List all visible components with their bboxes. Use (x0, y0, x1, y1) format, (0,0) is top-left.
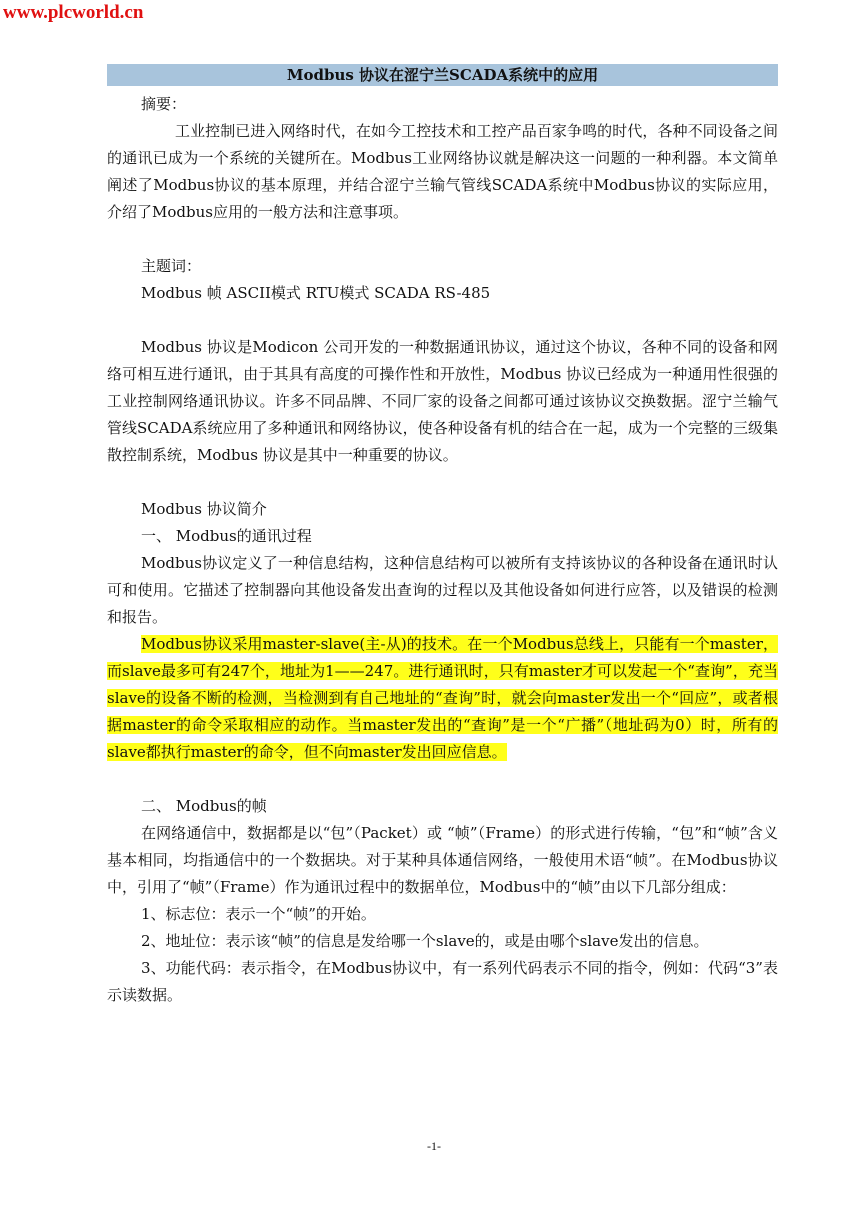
keywords-label: 主题词： (141, 257, 202, 275)
document-body (107, 91, 778, 1009)
intro-paragraph: Modbus 协议是Modicon 公司开发的一种数据通讯协议，通过这个协议，各种不同的设备和网络可相互进行通讯，由于其具有高度的可操作性和开放性，Modbus 协议已经成为一种通用性很强的工业控制网络通讯协议。许多不同品牌、不同厂家的设备之间都可通过该协议交换数据。涩宁兰输气管线SCADA系统应用了多种通讯和网络协议，使各种设备有机的结合在一起，成为一个完整的三级集散控制系统，Modbus 协议是其中一种重要的协议。 (107, 338, 778, 464)
highlighted-paragraph (107, 631, 778, 766)
section2-paragraph: 在网络通信中，数据都是以“包”（Packet）或 “帧”（Frame）的形式进行传输，“包”和“帧”含义基本相同，均指通信中的一个数据块。对于某种具体通信网络，一般使用术语“帧”。在Modbus协议中，引用了“帧”（Frame）作为通讯过程中的数据单位，Modbus中的“帧”由以下几部分组成： (107, 824, 778, 896)
highlighted-text: Modbus协议采用master-slave(主-从)的技术。在一个Modbus总线上，只能有一个master，而slave最多可有247个，地址为1——247。进行通讯时，只有master才可以发起一个“查询”，充当slave的设备不断的检测，当检测到有自己地址的“查询”时，就会向master发出一个“回应”，或者根据master的命令采取相应的动作。当master发出的“查询”是一个“广播”（地址码为0）时，所有的slave都执行master的命令，但不向master发出回应信息。 (107, 635, 778, 761)
spacer (107, 226, 778, 253)
section2-heading: 二、 Modbus的帧 (141, 797, 267, 815)
document-title: Modbus 协议在涩宁兰SCADA系统中的应用 (107, 64, 778, 86)
site-watermark: www.plcworld.cn (3, 2, 144, 23)
list-item: 2、地址位：表示该“帧”的信息是发给哪一个slave的，或是由哪个slave发出的信息。 (141, 932, 709, 950)
list-item: 1、标志位：表示一个“帧”的开始。 (141, 905, 376, 923)
section1-heading: 一、 Modbus的通讯过程 (141, 527, 312, 545)
section-intro-heading: Modbus 协议简介 (141, 500, 267, 518)
page-number: -1- (427, 1139, 441, 1153)
spacer (107, 307, 778, 334)
spacer (107, 766, 778, 793)
abstract-label: 摘要： (141, 95, 187, 113)
abstract-paragraph: 工业控制已进入网络时代，在如今工控技术和工控产品百家争鸣的时代，各种不同设备之间的通讯已成为一个系统的关键所在。Modbus工业网络协议就是解决这一问题的一种利器。本文简单阐述了Modbus协议的基本原理，并结合涩宁兰输气管线SCADA系统中Modbus协议的实际应用，介绍了Modbus应用的一般方法和注意事项。 (107, 122, 778, 221)
spacer (107, 469, 778, 496)
section1-paragraph: Modbus协议定义了一种信息结构，这种信息结构可以被所有支持该协议的各种设备在通讯时认可和使用。它描述了控制器向其他设备发出查询的过程以及其他设备如何进行应答，以及错误的检测和报告。 (107, 554, 778, 626)
keywords-text: Modbus 帧 ASCII模式 RTU模式 SCADA RS-485 (141, 284, 491, 302)
list-item: 3、功能代码：表示指令，在Modbus协议中，有一系列代码表示不同的指令，例如：代码“3”表示读数据。 (107, 959, 778, 1004)
